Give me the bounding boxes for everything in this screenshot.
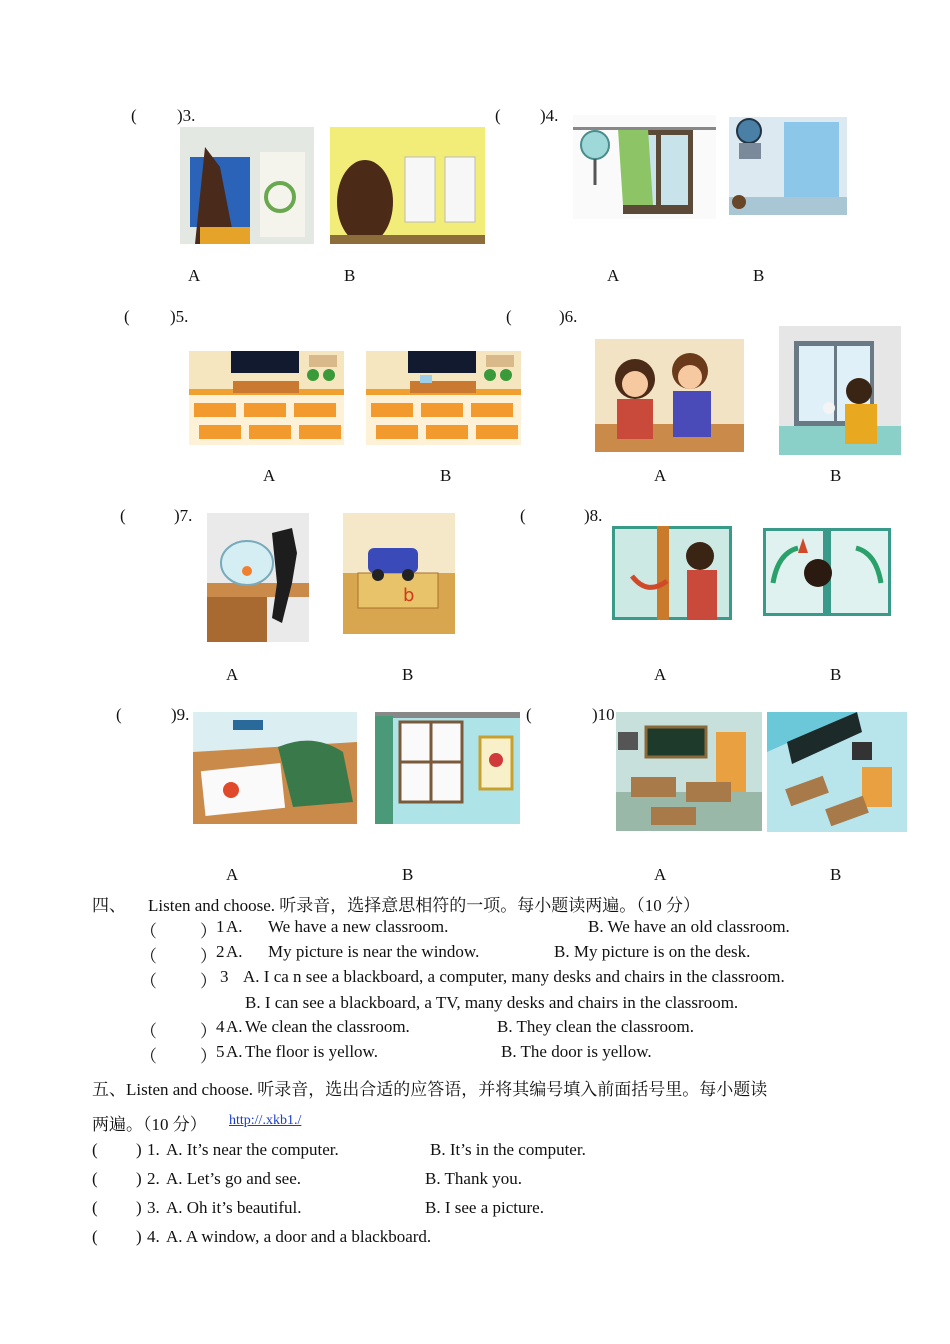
q6-picture-a	[595, 339, 744, 452]
s4-q5-option-b: B. The door is yellow.	[501, 1042, 652, 1061]
q6-number: )6.	[559, 307, 578, 326]
s4-q5-close: ）	[200, 1047, 217, 1066]
q5-picture-b	[366, 351, 521, 445]
q7-label-a: A	[226, 665, 239, 684]
s5-q3-option-a: A. Oh it’s beautiful.	[166, 1198, 302, 1217]
s4-q5-option-a: The floor is yellow.	[245, 1042, 378, 1061]
q10-picture-b	[767, 712, 907, 832]
s4-q2-num: 2	[216, 942, 225, 961]
q3-picture-a	[180, 127, 314, 244]
s4-q3-close: ）	[200, 972, 217, 991]
s4-q1-num: 1	[216, 917, 225, 936]
s4-q2-option-b: B. My picture is on the desk.	[554, 942, 751, 961]
section5-heading-line1: 五、Listen and choose. 听录音，选出合适的应答语，并将其编号填入前面括号里。每小题读	[92, 1080, 768, 1099]
s5-q1-option-b: B. It’s in the computer.	[430, 1140, 586, 1159]
s5-q3-num: 3.	[147, 1198, 160, 1217]
s5-q3-option-b: B. I see a picture.	[425, 1198, 544, 1217]
q8-paren: (	[520, 506, 526, 525]
q4-picture-b	[729, 117, 847, 215]
q8-label-b: B	[830, 665, 842, 684]
q8-picture-a	[612, 526, 732, 620]
q4-label-a: A	[607, 266, 620, 285]
q10-label-b: B	[830, 865, 842, 884]
s4-q3-option-b: B. I can see a blackboard, a TV, many desks and chairs in the classroom.	[245, 993, 739, 1012]
s4-q5-a-letter: A.	[226, 1042, 243, 1061]
q4-paren: (	[495, 106, 501, 125]
s4-q4-close: ）	[200, 1022, 217, 1041]
s4-q4-option-b: B. They clean the classroom.	[497, 1017, 695, 1036]
s5-q2-paren: (	[92, 1169, 98, 1188]
s4-q1-close: ）	[200, 922, 217, 941]
q9-number: )9.	[171, 705, 190, 724]
s4-q2-a-letter: A.	[226, 942, 243, 961]
s4-q5-paren: （	[140, 1047, 157, 1066]
section4-number: 四、	[92, 896, 126, 915]
q5-paren: (	[124, 307, 130, 326]
q4-number: )4.	[540, 106, 559, 125]
q4-picture-a	[573, 115, 716, 219]
svg-text:b: b	[403, 585, 415, 606]
q6-label-b: B	[830, 466, 842, 485]
s5-q4-paren: (	[92, 1227, 98, 1246]
q3-paren: (	[131, 106, 137, 125]
s4-q2-close: ）	[200, 947, 217, 966]
q3-label-b: B	[344, 266, 356, 285]
s5-q2-num: 2.	[147, 1169, 160, 1188]
s5-q1-option-a: A. It’s near the computer.	[166, 1140, 339, 1159]
q9-picture-a	[193, 712, 357, 824]
s4-q1-option-a: We have a new classroom.	[268, 917, 449, 936]
s4-q1-a-letter: A.	[226, 917, 243, 936]
q5-label-b: B	[440, 466, 452, 485]
q10-label-a: A	[654, 865, 667, 884]
q3-label-a: A	[188, 266, 201, 285]
q5-label-a: A	[263, 466, 276, 485]
s4-q3-num: 3	[220, 967, 229, 986]
q5-number: )5.	[170, 307, 189, 326]
s5-q3-paren: (	[92, 1198, 98, 1217]
q10-picture-a	[616, 712, 762, 831]
s4-q1-paren: （	[140, 922, 157, 941]
s4-q4-num: 4	[216, 1017, 225, 1036]
q10-number: )10	[592, 705, 615, 724]
s4-q1-option-b: B. We have an old classroom.	[588, 917, 790, 936]
q6-picture-b	[779, 326, 901, 455]
q5-picture-a	[189, 351, 344, 445]
s5-q2-option-a: A. Let’s go and see.	[166, 1169, 302, 1188]
s4-q4-paren: （	[140, 1022, 157, 1041]
q3-number: )3.	[177, 106, 196, 125]
q8-number: )8.	[584, 506, 603, 525]
source-link[interactable]: http://.xkb1./	[229, 1113, 302, 1128]
q8-label-a: A	[654, 665, 667, 684]
s4-q5-num: 5	[216, 1042, 225, 1061]
q7-picture-b	[343, 513, 455, 634]
q9-label-a: A	[226, 865, 239, 884]
s5-q2-close: )	[136, 1169, 142, 1188]
q9-picture-b	[375, 712, 520, 824]
q7-paren: (	[120, 506, 126, 525]
q10-paren: (	[526, 705, 532, 724]
s5-q4-num: 4.	[147, 1227, 160, 1246]
s4-q3-paren: （	[140, 972, 157, 991]
q7-picture-a	[207, 513, 309, 642]
q9-paren: (	[116, 705, 122, 724]
q8-picture-b	[763, 528, 891, 616]
q6-paren: (	[506, 307, 512, 326]
s4-q2-paren: （	[140, 947, 157, 966]
s5-q1-paren: (	[92, 1140, 98, 1159]
s5-q3-close: )	[136, 1198, 142, 1217]
s5-q1-num: 1.	[147, 1140, 160, 1159]
s5-q1-close: )	[136, 1140, 142, 1159]
section4-heading: Listen and choose. 听录音，选择意思相符的一项。每小题读两遍。（10 分）	[148, 896, 700, 915]
s5-q4-close: )	[136, 1227, 142, 1246]
q6-label-a: A	[654, 466, 667, 485]
q4-label-b: B	[753, 266, 765, 285]
q7-number: )7.	[174, 506, 193, 525]
s5-q4-option-a: A. A window, a door and a blackboard.	[166, 1227, 432, 1246]
q9-label-b: B	[402, 865, 414, 884]
q3-picture-b	[330, 127, 485, 244]
q7-label-b: B	[402, 665, 414, 684]
section5-heading-line2: 两遍。（10 分）	[92, 1115, 207, 1134]
s5-q2-option-b: B. Thank you.	[425, 1169, 522, 1188]
s4-q4-a-letter: A.	[226, 1017, 243, 1036]
s4-q4-option-a: We clean the classroom.	[245, 1017, 410, 1036]
s4-q3-option-a: A. I ca n see a blackboard, a computer, many desks and chairs in the classroom.	[243, 967, 785, 986]
s4-q2-option-a: My picture is near the window.	[268, 942, 480, 961]
